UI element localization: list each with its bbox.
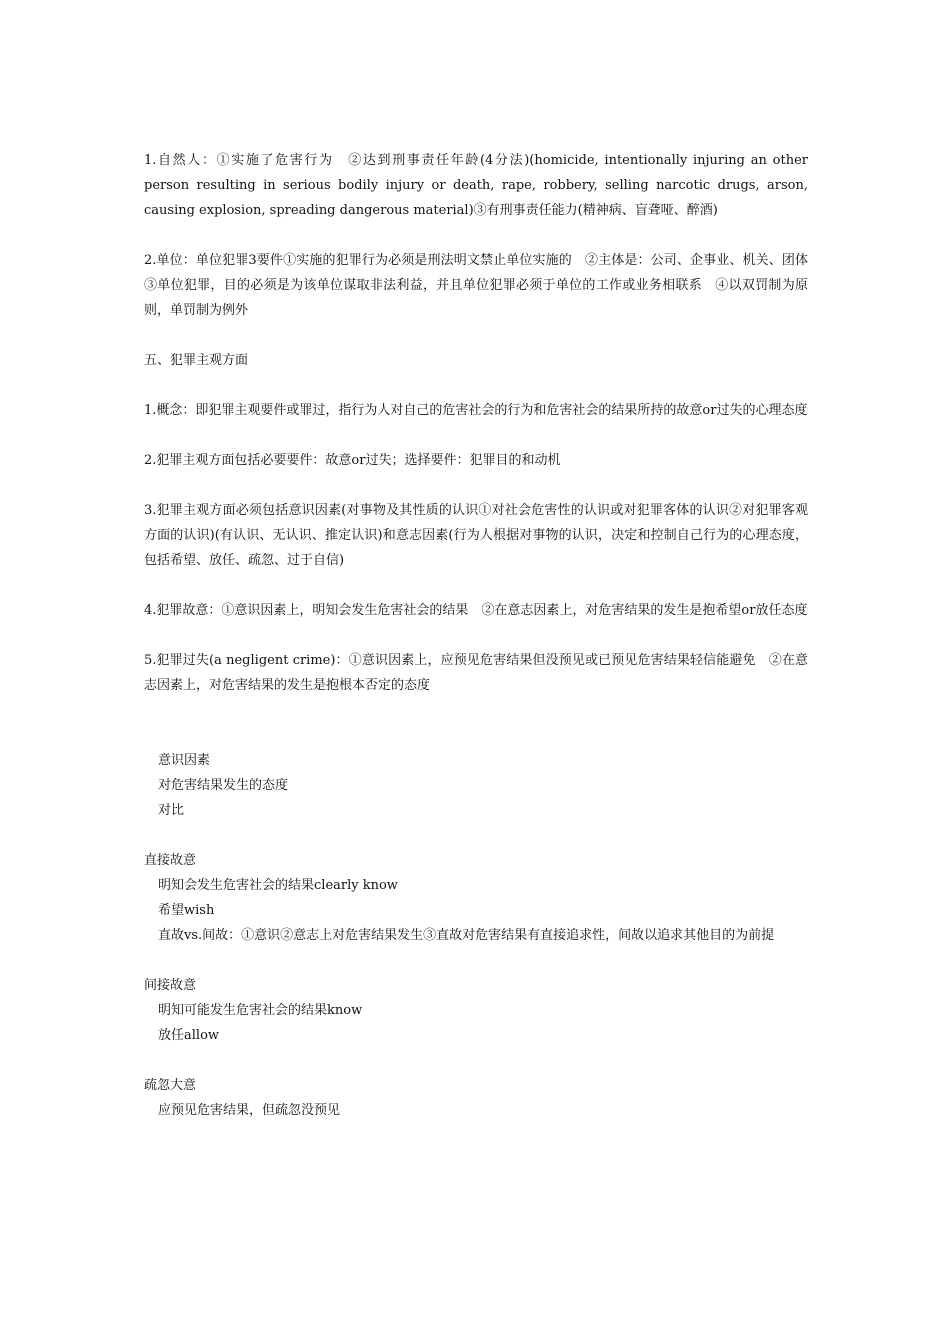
row-title-indirect-intent: 间接故意 [144,978,197,993]
table-row-direct-intent [144,848,808,948]
cell-direct-compare-text: 直故vs.间故：①意识②意志上对危害结果发生③直故对危害结果有直接追求性，间故以追求其他目的为前提 [158,928,775,943]
row-title-negligence: 疏忽大意 [144,1078,197,1093]
cell-indirect-awareness: 明知可能发生危害社会的结果know [158,1003,363,1018]
table-header-compare: 对比 [158,803,185,818]
cell-negligence-awareness: 应预见危害结果，但疏忽没预见 [158,1103,341,1118]
paragraph-intent: 4.犯罪故意：①意识因素上，明知会发生危害社会的结果 ②在意志因素上，对危害结果的发生是抱希望or放任态度 [144,603,808,618]
cell-direct-compare [144,923,808,948]
paragraph-negligence: 5.犯罪过失(a negligent crime)：①意识因素上，应预见危害结果但没预见或已预见危害结果轻信能避免 ②在意志因素上，对危害结果的发生是抱根本否定的态度 [144,653,808,693]
table-row-negligence [144,1073,808,1123]
cell-indirect-attitude: 放任allow [158,1028,220,1043]
paragraph-concept: 1.概念：即犯罪主观要件或罪过，指行为人对自己的危害社会的行为和危害社会的结果所持的故意or过失的心理态度 [144,403,808,418]
paragraph-natural-person: 1.自然人：①实施了危害行为 ②达到刑事责任年龄(4分法)(homicide, intentionally injuring an other person resulting in serious bodily injury or death, rape, robbery, selling narcotic drugs, arson, causing explosion, spreading dangerous material)③有刑事责任能力(精神病、盲聋哑、醉酒) [144,153,808,218]
table-row-indirect-intent [144,973,808,1048]
spacer [144,723,808,748]
cell-direct-attitude: 希望wish [158,903,215,918]
comparison-table-header [144,748,808,823]
paragraph-unit-crime: 2.单位：单位犯罪3要件①实施的犯罪行为必须是刑法明文禁止单位实施的 ②主体是：公司、企事业、机关、团体 ③单位犯罪，目的必须是为该单位谋取非法利益，并且单位犯罪必须于单位的工作或业务相联系 ④以双罚制为原则，单罚制为例外 [144,253,822,318]
row-title-direct-intent: 直接故意 [144,853,197,868]
section-heading-subjective: 五、犯罪主观方面 [144,353,249,368]
table-header-awareness: 意识因素 [158,753,211,768]
cell-direct-awareness: 明知会发生危害社会的结果clearly know [158,878,398,893]
paragraph-awareness-will: 3.犯罪主观方面必须包括意识因素(对事物及其性质的认识①对社会危害性的认识或对犯罪客体的认识②对犯罪客观方面的认识)(有认识、无认识、推定认识)和意志因素(行为人根据对事物的认识，决定和控制自己行为的心理态度，包括希望、放任、疏忽、过于自信) [144,503,808,568]
paragraph-elements: 2.犯罪主观方面包括必要要件：故意or过失；选择要件：犯罪目的和动机 [144,453,561,468]
table-header-attitude: 对危害结果发生的态度 [158,778,289,793]
document-page [144,148,822,1148]
